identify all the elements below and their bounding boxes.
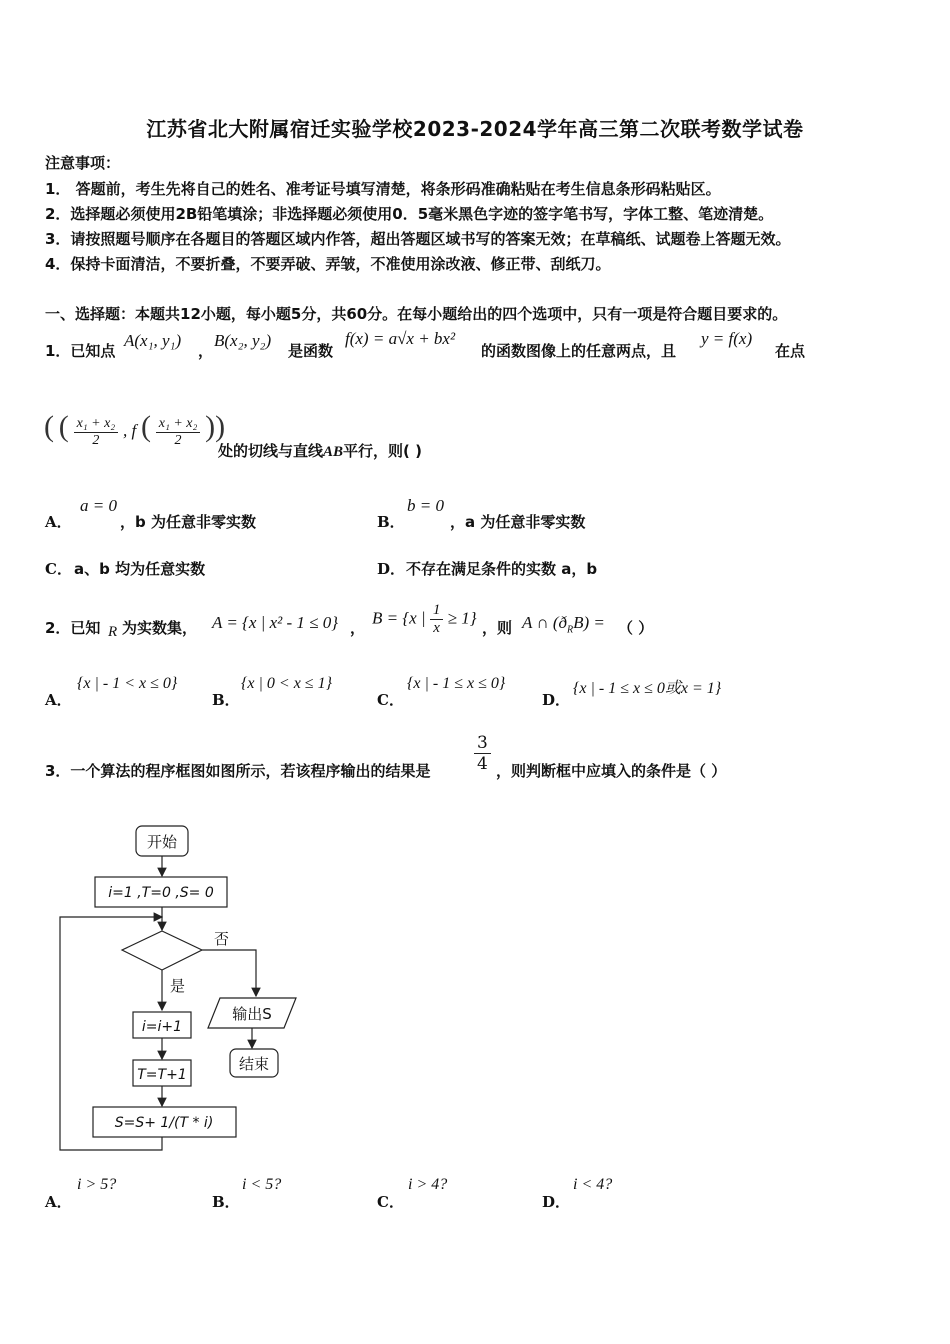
q1-text-2: 是函数 — [288, 342, 334, 360]
page-title: 江苏省北大附属宿迁实验学校2023-2024学年高三第二次联考数学试卷 — [146, 117, 804, 141]
q1-text-4: 在点 — [775, 342, 806, 360]
q2-option-a-letter[interactable]: A． — [45, 691, 72, 709]
q2-blank: （ ） — [618, 619, 654, 637]
q2-set-b-left: B = {x | — [372, 608, 426, 628]
q3-option-d-letter[interactable]: D． — [542, 1193, 571, 1211]
flow-output-label: 输出S — [232, 1005, 272, 1023]
q3-option-a-letter[interactable]: A． — [45, 1193, 72, 1211]
q2-option-b-math: {x | 0 < x ≤ 1} — [241, 675, 332, 692]
q2-expression-a: A ∩ (ð — [522, 613, 568, 632]
q2-b-denominator: x — [433, 620, 440, 636]
section-heading: 一、选择题：本题共12小题，每小题5分，共60分。在每小题给出的四个选项中，只有一项是符合题目要求的。 — [45, 305, 788, 323]
q1-option-d-letter[interactable]: D． — [377, 560, 406, 578]
q3-text-1: 3．一个算法的程序框图如图所示，若该程序输出的结果是 — [45, 762, 431, 780]
q2-expression-sub: R — [567, 624, 574, 636]
q2-set-b-right: ≥ 1} — [447, 608, 477, 628]
flow-yes-label: 是 — [170, 977, 186, 995]
q1-text-3: 的函数图像上的任意两点，且 — [481, 342, 677, 360]
notice-item-1: 1． 答题前，考生先将自己的姓名、准考证号填写清楚，将条形码准确粘贴在考生信息条形码粘贴区。 — [45, 180, 721, 198]
q2-option-a-math: {x | - 1 < x ≤ 0} — [77, 675, 178, 692]
q3-option-c-letter[interactable]: C． — [377, 1193, 404, 1211]
q2-real-set: R — [108, 624, 118, 640]
flow-init-label: i=1 ,T=0 ,S= 0 — [108, 885, 214, 901]
q1-text-6: 平行，则( ) — [343, 442, 422, 460]
q1-mid-denominator-2: 2 — [174, 432, 182, 448]
q2-option-d-math: {x | - 1 ≤ x ≤ 0或x = 1} — [573, 680, 722, 697]
q2-expression-b: B) = — [573, 613, 605, 632]
q1-text-5a: 处的切线与直线 — [218, 442, 324, 460]
q3-option-d-math: i < 4? — [573, 1176, 613, 1193]
q1-option-a-math: a = 0 — [80, 496, 117, 515]
q1-option-b-text: ，a 为任意非零实数 — [450, 513, 586, 531]
q1-mid-denominator: 2 — [92, 432, 100, 448]
q3-text-2: ，则判断框中应填入的条件是（ ） — [496, 762, 727, 780]
q1-mid-numerator-2: x₁ + x₂ — [156, 416, 201, 433]
q1-mid-numerator: x₁ + x₂ — [74, 416, 119, 433]
q3-option-a-math: i > 5? — [77, 1176, 117, 1193]
q1-option-d-text: 不存在满足条件的实数 a，b — [406, 560, 598, 578]
flow-step2-label: T=T+1 — [137, 1067, 187, 1083]
q2-option-b-letter[interactable]: B． — [212, 691, 240, 709]
notice-item-4: 4．保持卡面清洁，不要折叠，不要弄破、弄皱，不准使用涂改液、修正带、刮纸刀。 — [45, 255, 611, 273]
q1-point-b: B(x₂, y₂) — [214, 331, 272, 350]
q3-frac-numerator: 3 — [474, 733, 491, 754]
q1-midpoint-expression: ( ( $\frac{\text{x₁ + x₂}}{2}$ , f ( $\frac{\text{x₁ + x₂}}{2}$ )) — [44, 410, 226, 448]
notice-item-3: 3．请按照题号顺序在各题目的答题区域内作答，超出答题区域书写的答案无效；在草稿纸、试题卷上答题无效。 — [45, 230, 791, 248]
flow-step1-label: i=i+1 — [141, 1019, 183, 1035]
q1-option-c-text: a、b 均为任意实数 — [74, 560, 206, 578]
flow-no-label: 否 — [214, 930, 230, 948]
q1-option-a-text: ，b 为任意非零实数 — [120, 513, 256, 531]
q2-text-1: 2．已知 — [45, 619, 101, 637]
q2-set-a: A = {x | x² - 1 ≤ 0} — [212, 613, 338, 632]
q1-comma: ， — [198, 342, 214, 360]
q3-frac-denominator: 4 — [477, 754, 488, 774]
q1-line-ab: AB — [323, 444, 344, 460]
q2-option-c-math: {x | - 1 ≤ x ≤ 0} — [407, 675, 506, 692]
q1-y-equals: y = f(x) — [701, 329, 753, 348]
notice-item-2: 2．选择题必须使用2B铅笔填涂；非选择题必须使用0．5毫米黑色字迹的签字笔书写，字体工整、笔迹清楚。 — [45, 205, 774, 223]
q3-option-c-math: i > 4? — [408, 1176, 448, 1193]
q2-b-numerator: 1 — [430, 602, 444, 620]
q3-option-b-math: i < 5? — [242, 1176, 282, 1193]
q1-text-1: 1．已知点 — [45, 342, 116, 360]
q1-function: f(x) = a√x + bx² — [345, 329, 456, 348]
q2-text-2: 为实数集， — [122, 619, 198, 637]
q2-text-3: ，则 — [482, 619, 513, 637]
flow-decision-diamond — [122, 931, 202, 970]
q1-option-a-letter[interactable]: A． — [45, 513, 72, 531]
flow-step3-label: S=S+ 1/(T * i) — [114, 1115, 214, 1131]
q1-option-b-math: b = 0 — [407, 496, 444, 515]
q1-option-b-letter[interactable]: B． — [377, 513, 405, 531]
q2-option-c-letter[interactable]: C． — [377, 691, 404, 709]
q1-point-a: A(x₁, y₁) — [124, 331, 182, 350]
q1-mid-f: , f — [122, 421, 137, 440]
q2-option-d-letter[interactable]: D． — [542, 691, 571, 709]
q1-option-c-letter[interactable]: C． — [45, 560, 72, 578]
flow-end-label: 结束 — [238, 1055, 270, 1073]
q2-comma: ， — [350, 619, 366, 637]
flow-start-label: 开始 — [146, 833, 178, 851]
notice-heading: 注意事项： — [45, 154, 121, 172]
q3-option-b-letter[interactable]: B． — [212, 1193, 240, 1211]
